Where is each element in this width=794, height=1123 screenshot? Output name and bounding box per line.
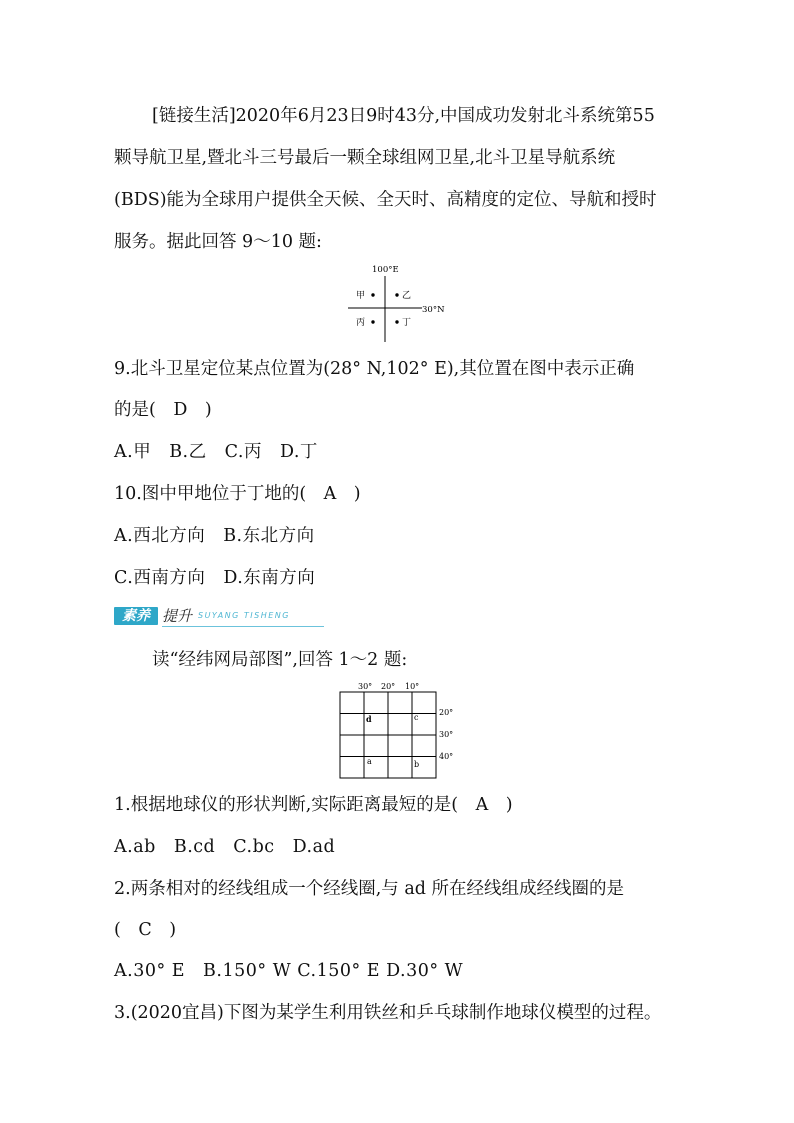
intro-line-3: (BDS)能为全球用户提供全天候、全天时、高精度的定位、导航和授时 [114,190,657,210]
read-prompt: 读“经纬网局部图”,回答 1～2 题: [152,650,408,670]
intro-line-1: [链接生活]2020年6月23日9时43分,中国成功发射北斗系统第55 [152,106,655,126]
point-bing-label: 丙 [356,318,366,328]
q3-stem: 3.(2020宜昌)下图为某学生利用铁丝和乒乓球制作地球仪模型的过程。 [114,1003,662,1023]
q2-stem-line-1: 2.两条相对的经线组成一个经线圈,与 ad 所在经线组成经线圈的是 [114,879,625,899]
grid-point-d: d [366,714,372,724]
point-ding-dot [395,320,398,323]
figure-quadrant-map [340,258,460,348]
intro-line-2: 颗导航卫星,暨北斗三号最后一颗全球组网卫星,北斗卫星导航系统 [114,148,616,168]
grid-point-a: a [367,757,372,766]
q9-stem-line-1: 9.北斗卫星定位某点位置为(28° N,102° E),其位置在图中表示正确 [114,359,635,379]
point-yi-label: 乙 [402,291,412,301]
grid-top-label-20: 20° [381,682,396,691]
point-bing-dot [371,320,374,323]
point-ding-label: 丁 [402,318,412,328]
meridian-label: 100°E [372,265,399,275]
q10-options-row-2: C.西南方向 D.东南方向 [114,568,316,588]
q2-options: A.30° E B.150° W C.150° E D.30° W [114,961,464,981]
grid-right-label-40: 40° [439,752,454,761]
q10-options-row-1: A.西北方向 B.东北方向 [114,526,315,546]
grid-right-label-20: 20° [439,708,454,717]
point-jia-dot [371,293,374,296]
section-tag-underline [162,626,324,627]
section-tag [114,606,324,626]
q10-stem: 10.图中甲地位于丁地的( A ) [114,484,361,504]
grid-top-label-10: 10° [405,682,420,691]
q2-stem-line-2: ( C ) [114,920,177,940]
grid-point-b: b [414,760,420,769]
q9-options: A.甲 B.乙 C.丙 D.丁 [114,442,318,462]
parallel-label: 30°N [422,305,445,315]
grid-top-label-30: 30° [358,682,373,691]
section-tag-subtitle: SUYANG TISHENG [198,611,290,620]
section-tag-box: 素养 [114,607,158,625]
q1-options: A.ab B.cd C.bc D.ad [114,837,336,857]
q9-stem-line-2: 的是( D ) [114,400,212,420]
figure-latlong-grid [335,680,465,780]
point-yi-dot [395,293,398,296]
intro-line-4: 服务。据此回答 9～10 题: [114,232,322,252]
grid-lines [340,692,436,778]
grid-right-label-30: 30° [439,730,454,739]
point-jia-label: 甲 [356,291,366,301]
section-tag-word: 提升 [162,607,193,625]
q1-stem: 1.根据地球仪的形状判断,实际距离最短的是( A ) [114,795,513,815]
grid-point-c: c [414,713,419,722]
